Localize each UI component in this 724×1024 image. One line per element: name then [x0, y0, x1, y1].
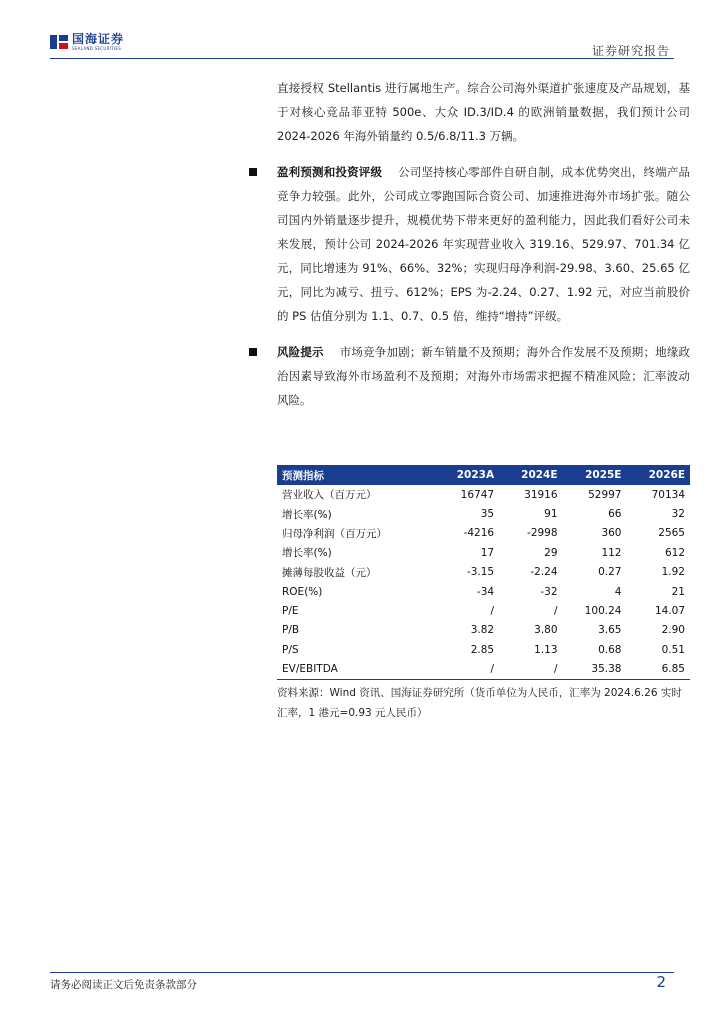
table-source-note: 资料来源：Wind 资讯、国海证券研究所（货币单位为人民币，汇率为 2024.6.26 实时汇率，1 港元=0.93 元人民币） — [277, 686, 682, 719]
table-header-cell: 预测指标 — [282, 469, 324, 482]
square-bullet-icon — [249, 168, 257, 176]
table-row — [277, 485, 690, 504]
table-cell: 1.13 — [534, 643, 558, 656]
table-cell: -2998 — [527, 527, 558, 540]
table-cell: 66 — [608, 508, 622, 521]
table-cell: 31916 — [524, 488, 558, 501]
table-cell: 营业收入（百万元） — [282, 489, 377, 502]
table-cell: 4 — [614, 585, 622, 598]
table-cell: 1.92 — [661, 566, 685, 579]
table-header-cell: 2026E — [648, 469, 685, 481]
page-header — [0, 0, 724, 60]
table-cell: 35.38 — [563, 660, 627, 680]
table-cell: 29 — [544, 546, 558, 559]
table-cell: 3.80 — [534, 624, 558, 637]
table-row — [277, 524, 690, 543]
table-cell: 0.68 — [598, 643, 622, 656]
risk-section-title: 风险提示 — [277, 345, 324, 359]
table-cell: P/B — [282, 624, 300, 637]
forecast-section-text: 公司坚持核心零部件自研自制，成本优势突出，终端产品竞争力较强。此外，公司成立零跑国际合资公司、加速推进海外市场扩张。随公司国内外销量逐步提升，规模优势下带来更好的盈利能力，因此我们看好公司未来发展，预计公司 2024-2026 年实现营业收入 319.16、529.97、701.34 亿元，同比增速为 91%、66%、32%；实现归母净利润-29.98、3.60、25.65 亿元，同比为减亏、扭亏、612%；EPS 为-2.24、0.27、1.92 元，对应当前股价的 PS 估值分别为 1.1、0.7、0.5 倍，维持“增持”评级。 — [277, 165, 691, 323]
table-row — [277, 601, 690, 620]
table-row — [277, 563, 690, 582]
table-row — [277, 582, 690, 601]
report-type-label: 证券研究报告 — [591, 44, 670, 58]
table-cell: -32 — [540, 585, 558, 598]
table-row — [277, 504, 690, 523]
table-row — [277, 660, 690, 680]
table-cell: P/S — [282, 643, 299, 656]
table-cell: EV/EBITDA — [277, 660, 434, 680]
table-cell: 32 — [671, 508, 685, 521]
table-cell: 14.07 — [654, 605, 685, 618]
table-header-cell: 2025E — [585, 469, 622, 481]
main-content — [277, 76, 690, 412]
forecast-table-block — [277, 465, 690, 723]
header-divider — [50, 58, 674, 59]
risk-section-text: 市场竞争加剧；新车销量不及预期；海外合作发展不及预期；地缘政治因素导致海外市场盈利不及预期；对海外市场需求把握不精准风险；汇率波动风险。 — [277, 345, 691, 407]
footer-divider — [50, 972, 674, 973]
table-cell: / — [554, 605, 558, 618]
risk-section — [277, 340, 690, 412]
table-cell: 612 — [664, 546, 685, 559]
table-cell: P/E — [282, 605, 299, 618]
forecast-table — [277, 465, 690, 680]
table-cell: 摊薄每股收益（元） — [282, 566, 377, 579]
table-cell: 6.85 — [626, 660, 690, 680]
table-header-cell: 2024E — [521, 469, 558, 481]
table-cell: 3.82 — [470, 624, 495, 637]
table-cell: 35 — [480, 508, 495, 521]
forecast-section — [277, 160, 690, 328]
table-cell: 52997 — [588, 488, 622, 501]
table-cell: 归母净利润（百万元） — [282, 527, 387, 540]
intro-paragraph: 直接授权 Stellantis 进行属地生产。综合公司海外渠道扩张速度及产品规划，基于对核心竞品菲亚特 500e、大众 ID.3/ID.4 的欧洲销量数据，我们预计公司 2024-2026 年海外销量约 0.5/6.8/11.3 万辆。 — [277, 81, 690, 143]
table-cell: -4216 — [463, 527, 495, 540]
table-cell: / — [434, 660, 499, 680]
table-cell: 增长率(%) — [282, 547, 332, 560]
table-header-row — [277, 465, 690, 485]
table-cell: 2565 — [658, 527, 685, 540]
table-cell: 21 — [671, 585, 685, 598]
forecast-section-title: 盈利预测和投资评级 — [277, 165, 383, 179]
page-number: 2 — [656, 973, 666, 991]
table-cell: 0.51 — [661, 643, 685, 656]
table-row — [277, 621, 690, 640]
table-cell: 2.90 — [661, 624, 685, 637]
company-logo — [50, 33, 124, 51]
table-cell: / — [490, 605, 495, 618]
table-cell: 16747 — [460, 488, 495, 501]
table-cell: -34 — [476, 585, 495, 598]
logo-name-cn: 国海证券 — [72, 32, 125, 46]
logo-mark-icon — [50, 35, 68, 49]
table-header-cell: 2023A — [456, 469, 495, 481]
table-row — [277, 543, 690, 562]
table-cell: 91 — [544, 508, 558, 521]
table-cell: 70134 — [651, 488, 685, 501]
table-row — [277, 640, 690, 659]
table-cell: 112 — [601, 546, 622, 559]
footer-disclaimer: 请务必阅读正文后免责条款部分 — [50, 979, 197, 991]
logo-name-en: SEALAND SECURITIES — [72, 46, 122, 51]
table-cell: -3.15 — [466, 566, 495, 579]
table-cell: -2.24 — [530, 566, 558, 579]
table-cell: 增长率(%) — [282, 508, 332, 521]
table-cell: 0.27 — [598, 566, 622, 579]
square-bullet-icon — [249, 348, 257, 356]
table-cell: 17 — [480, 546, 495, 559]
table-cell: 3.65 — [598, 624, 622, 637]
table-cell: ROE(%) — [282, 585, 323, 598]
table-cell: 100.24 — [584, 605, 622, 618]
table-cell: 2.85 — [470, 643, 495, 656]
table-cell: / — [499, 660, 562, 680]
table-cell: 360 — [601, 527, 622, 540]
